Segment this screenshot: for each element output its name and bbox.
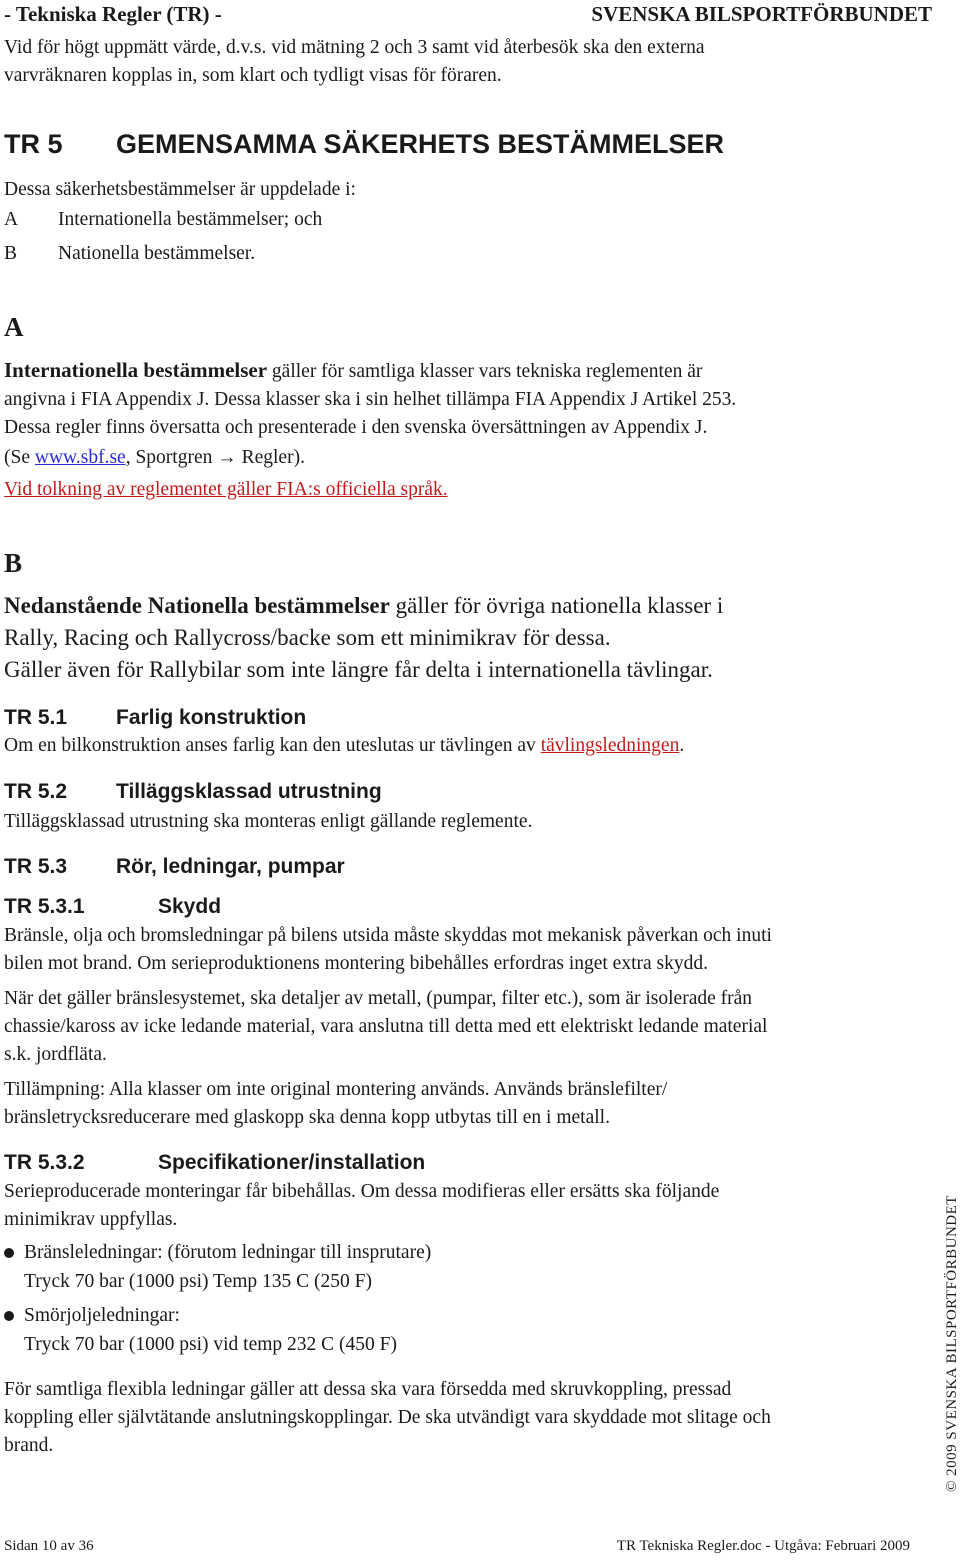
tr51-text-red: tävlingsledningen [540, 735, 680, 756]
tr53-number: TR 5.3 [4, 855, 68, 878]
tr531-p3-line-1: Tillämpning: Alla klasser om inte original montering används. Används bränslefilter/ [4, 1079, 668, 1100]
tr5-list-letter-a: A [4, 209, 19, 230]
section-a-line-1-rest: gäller för samtliga klasser vars tekniska reglementen är [267, 361, 703, 382]
tr532-bullet-2-line-2: Tryck 70 bar (1000 psi) vid temp 232 C (450 F) [24, 1334, 398, 1355]
bullet-icon [4, 1248, 14, 1258]
tr52-text: Tilläggsklassad utrustning ska monteras enligt gällande reglemente. [4, 811, 533, 832]
tr532-number: TR 5.3.2 [4, 1151, 85, 1174]
tr532-bullet-1-line-1: Bränsleledningar: (förutom ledningar till insprutare) [24, 1242, 432, 1263]
tr531-number: TR 5.3.1 [4, 895, 85, 918]
tr5-list-text-b: Nationella bestämmelser. [58, 243, 256, 264]
tr531-p1-line-2: bilen mot brand. Om serieproduktionens montering bibehålles erfordras inget extra skydd. [4, 953, 708, 974]
tr5-list-text-a: Internationella bestämmelser; och [58, 209, 323, 230]
section-a-letter: A [4, 312, 24, 342]
section-a-line-4-post: , Sportgren → Regler). [125, 447, 305, 468]
tr531-p3-line-2: bränsletrycksreducerare med glaskopp ska denna kopp utbytas till en i metall. [4, 1107, 610, 1128]
tr532-p2-line-2: koppling eller självtätande anslutningskopplingar. De ska utvändigt vara skyddade mot slitage och [4, 1407, 771, 1428]
section-a-line-4 [4, 444, 305, 472]
tr51-text-post: . [679, 735, 685, 756]
tr5-number: TR 5 [4, 129, 63, 159]
section-a-line-1 [4, 356, 702, 386]
tr51-title: Farlig konstruktion [116, 706, 307, 729]
header-right: SVENSKA BILSPORTFÖRBUNDET [591, 2, 932, 26]
tr531-p1-line-1: Bränsle, olja och bromsledningar på bilens utsida måste skyddas mot mekanisk påverkan och inuti [4, 925, 772, 946]
tr5-list-letter-b: B [4, 243, 18, 264]
section-b-letter: B [4, 548, 23, 578]
tr51-text [4, 732, 684, 760]
section-a-line-4-pre: (Se [4, 447, 35, 468]
tr531-title: Skydd [158, 895, 222, 918]
section-a-official-language: Vid tolkning av reglementet gäller FIA:s officiella språk. [4, 479, 448, 500]
section-b-line-1 [4, 590, 723, 622]
header-left: - Tekniska Regler (TR) - [4, 2, 222, 26]
footer-document-info: TR Tekniska Regler.doc - Utgåva: Februari 2009 [616, 1538, 910, 1554]
tr52-title: Tilläggsklassad utrustning [116, 780, 382, 803]
sbf-link[interactable]: www.sbf.se [34, 447, 126, 468]
intro-line-2: varvräknaren kopplas in, som klart och tydligt visas för föraren. [4, 65, 502, 86]
section-a-bold: Internationella bestämmelser [4, 358, 268, 382]
tr53-title: Rör, ledningar, pumpar [116, 855, 345, 878]
tr531-p2-line-1: När det gäller bränslesystemet, ska detaljer av metall, (pumpar, filter etc.), som är isolerade från [4, 988, 753, 1009]
tr531-p2-line-2: chassie/kaross av icke ledande material, vara anslutna till detta med ett elektriskt ledande material [4, 1016, 768, 1037]
tr532-p2-line-3: brand. [4, 1435, 54, 1456]
bullet-icon [4, 1311, 14, 1321]
tr532-p1-line-1: Serieproducerade monteringar får bibehållas. Om dessa modifieras eller ersätts ska följande [4, 1181, 720, 1202]
tr532-p1-line-2: minimikrav uppfyllas. [4, 1209, 178, 1230]
tr532-bullet-1-line-2: Tryck 70 bar (1000 psi) Temp 135 C (250 F) [24, 1271, 373, 1292]
tr531-p2-line-3: s.k. jordfläta. [4, 1044, 107, 1065]
intro-line-1: Vid för högt uppmätt värde, d.v.s. vid mätning 2 och 3 samt vid återbesök ska den externa [4, 37, 705, 58]
tr5-lead: Dessa säkerhetsbestämmelser är uppdelade i: [4, 179, 356, 200]
section-b-line-3: Gäller även för Rallybilar som inte längre får delta i internationella tävlingar. [4, 657, 713, 682]
section-b-bold: Nedanstående Nationella bestämmelser [4, 593, 390, 618]
tr51-number: TR 5.1 [4, 706, 68, 729]
tr51-text-pre: Om en bilkonstruktion anses farlig kan den uteslutas ur tävlingen av [4, 735, 541, 756]
section-a-line-2: angivna i FIA Appendix J. Dessa klasser ska i sin helhet tillämpa FIA Appendix J Artikel 253. [4, 389, 737, 410]
tr532-bullet-2-line-1: Smörjoljeledningar: [24, 1305, 180, 1326]
footer-page-number: Sidan 10 av 36 [4, 1538, 94, 1554]
side-copyright: © 2009 SVENSKA BILSPORTFÖRBUNDET [944, 1195, 960, 1492]
section-b-line-2: Rally, Racing och Rallycross/backe som ett minimikrav för dessa. [4, 625, 611, 650]
tr52-number: TR 5.2 [4, 780, 68, 803]
tr532-title: Specifikationer/installation [158, 1151, 426, 1174]
section-b-line-1-rest: gäller för övriga nationella klasser i [389, 593, 724, 618]
tr532-p2-line-1: För samtliga flexibla ledningar gäller att dessa ska vara försedda med skruvkoppling, pressad [4, 1379, 732, 1400]
tr5-title: GEMENSAMMA SÄKERHETS BESTÄMMELSER [116, 129, 725, 159]
section-a-line-3: Dessa regler finns översatta och presenterade i den svenska översättningen av Appendix J. [4, 417, 708, 438]
